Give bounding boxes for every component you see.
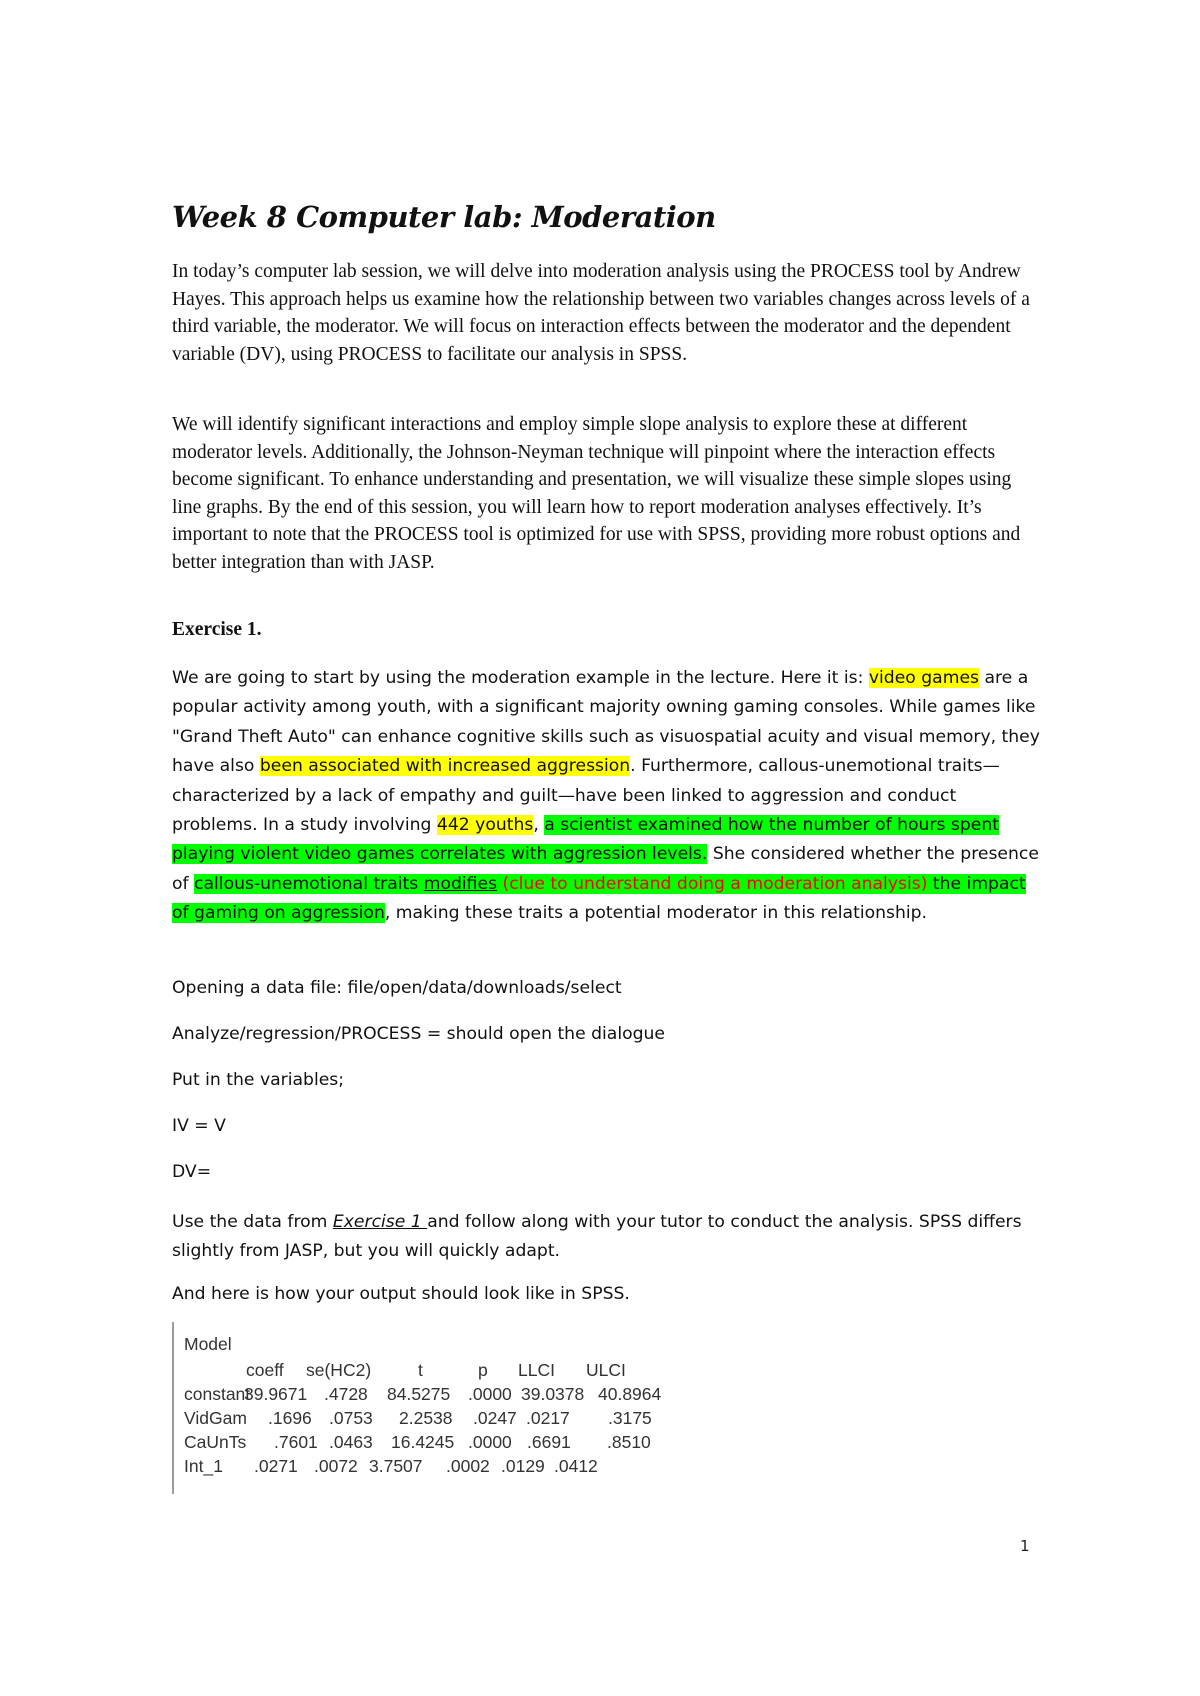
spss-cell: .0072 [314,1456,358,1476]
spss-cell: 3.7507 [369,1456,423,1476]
spss-cell: .0271 [254,1456,298,1476]
page-title: Week 8 Computer lab: Moderation [172,200,716,234]
scenario-text: , [533,815,545,836]
spss-cell: .4728 [324,1384,368,1404]
spss-header-cell: se(HC2) [306,1360,372,1380]
page-number: 1 [1020,1537,1030,1555]
spss-table-row [174,1384,774,1408]
spss-row-label: VidGam [184,1408,247,1428]
spss-cell: .0412 [554,1456,598,1476]
highlight-callous-traits: callous-unemotional traits [194,873,424,894]
exercise-heading: Exercise 1. [172,619,262,640]
spss-cell: .0247 [473,1408,517,1428]
use-data-text: and follow along with your tutor to conduct the analysis. SPSS differs slightly from JASP, but you will quickly adapt. [172,1212,1022,1262]
scenario-text: . Furthermore, callous-unemotional traits—characterized by a lack of empathy and guilt—have been linked to aggression and conduct problems. In a study involving [172,756,1000,836]
spss-cell: .0753 [329,1408,373,1428]
exercise-1-link[interactable]: Exercise 1 [332,1212,428,1232]
spss-cell: .6691 [527,1432,571,1452]
spss-output-table [172,1322,774,1494]
spss-cell: .0217 [526,1408,570,1428]
spss-cell: 39.0378 [521,1384,585,1404]
spss-cell: 39.9671 [244,1384,308,1404]
scenario-text: , making these traits a potential moderator in this relationship. [384,903,927,924]
spss-cell: 84.5275 [387,1384,451,1404]
spss-cell: .0129 [501,1456,545,1476]
spss-cell: .0000 [468,1432,512,1452]
step-open-data-file: Opening a data file: file/open/data/downloads/select [172,978,622,998]
spss-table-row [174,1408,774,1432]
spss-row-label: CaUnTs [184,1432,247,1452]
scenario-text: are a popular activity among youth, with a significant majority owning gaming consoles. While games like "Grand Theft Auto" can enhance cognitive skills such as visuospatial acuity and visual memory, they have also [172,668,1040,777]
step-analyze-process: Analyze/regression/PROCESS = should open the dialogue [172,1024,665,1044]
highlight-video-games: video games [868,668,979,688]
highlight-442-youths: 442 youths [436,815,534,836]
spss-cell: .7601 [274,1432,318,1452]
highlight-scientist-examined: a scientist examined how the number of hours spent playing violent video games correlates with aggression levels. [172,815,999,865]
highlight-modifies: modifies [423,873,498,894]
highlight-associated-aggression: been associated with increased aggression [259,756,631,777]
spss-header-cell: t [418,1360,423,1380]
use-data-text: Use the data from [172,1212,333,1232]
spss-row-label: constant [184,1384,251,1404]
spss-row-label: Int_1 [184,1456,223,1476]
spss-cell: .8510 [607,1432,651,1452]
spss-cell: .1696 [268,1408,312,1428]
spss-header-cell: ULCI [586,1360,626,1380]
intro-paragraph-1: In today’s computer lab session, we will delve into moderation analysis using the PROCESS tool by Andrew Hayes. This approach helps us examine how the relationship between two variables changes across levels of a third variable, the moderator. We will focus on interaction effects between the moderator and the dependent variable (DV), using PROCESS to facilitate our analysis in SPSS. [172,261,1030,365]
spss-model-label: Model [184,1334,232,1354]
spss-cell: .3175 [608,1408,652,1428]
highlight-space [497,874,502,894]
spss-cell: .0002 [446,1456,490,1476]
step-put-variables: Put in the variables; [172,1070,345,1090]
spss-cell: .0000 [468,1384,512,1404]
spss-header-row [174,1360,774,1384]
intro-paragraph-2: We will identify significant interactions and employ simple slope analysis to explore these at different moderator levels. Additionally, the Johnson-Neyman technique will pinpoint where the interaction effects become significant. To enhance understanding and presentation, we will visualize these simple slopes using line graphs. By the end of this session, you will learn how to report moderation analyses effectively. It’s important to note that the PROCESS tool is optimized for use with SPSS, providing more robust options and better integration than with JASP. [172,414,1021,573]
spss-cell: .0463 [329,1432,373,1452]
scenario-text: We are going to start by using the moderation example in the lecture. Here it is: [172,668,869,688]
highlight-impact: the impact of gaming on aggression [172,873,1026,924]
spss-table-row [174,1456,774,1480]
scenario-paragraph [172,664,1042,929]
spss-cell: 16.4245 [391,1432,455,1452]
spss-header-cell: coeff [246,1360,284,1380]
step-dv: DV= [172,1162,212,1182]
spss-cell: 2.2538 [399,1408,453,1428]
spss-cell: 40.8964 [598,1384,662,1404]
spss-header-cell: p [478,1360,488,1380]
spss-table-row [174,1432,774,1456]
step-iv: IV = V [172,1116,226,1136]
output-note: And here is how your output should look like in SPSS. [172,1284,630,1304]
highlight-clue-note: (clue to understand doing a moderation analysis) [502,873,928,894]
use-data-paragraph [172,1208,1042,1267]
spss-header-cell: LLCI [518,1360,555,1380]
scenario-text: She considered whether the presence of [172,844,1039,894]
